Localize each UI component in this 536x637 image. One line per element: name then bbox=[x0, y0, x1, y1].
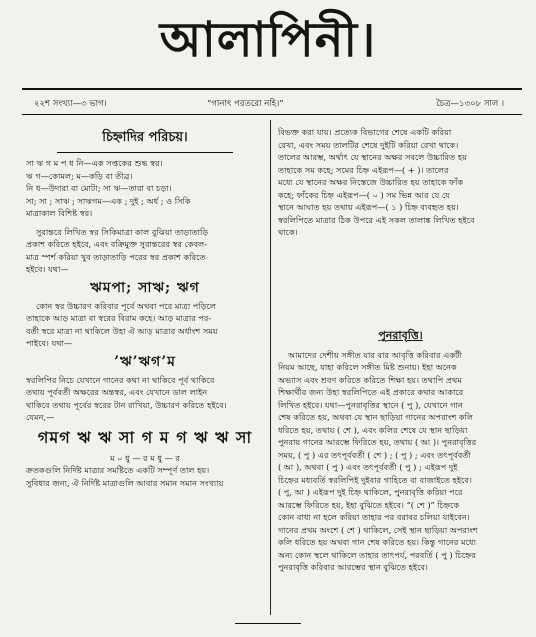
text-line: হইবে। যথা— bbox=[26, 264, 69, 274]
masthead-title: আলাপিনী। bbox=[159, 12, 377, 68]
text-line: সুবিধার জন্য, ঐ নির্দিষ্ট মাত্রাগুলি আবার সমান সমান সংখ্যায় bbox=[26, 477, 224, 488]
issue-info-row bbox=[22, 97, 522, 111]
text-line: স্বরলিপিতে মাত্রার ঠিক উপরে এই সকল তালাঙ্ক লিখিত হইবে bbox=[278, 214, 475, 225]
text-line: মাত্র স্পর্শ করিয়া খুব তাড়াতাড়ি পরের স্বর প্রকাশ করিতে bbox=[26, 251, 206, 262]
paragraph-quarter-beat bbox=[26, 226, 264, 276]
paragraph-repetition bbox=[278, 349, 523, 574]
text-line: চিহ্নের মধ্যবর্তি স্বরলিপিই দুইবার গাহিতে বা বাজাইতে হইবে। bbox=[278, 474, 472, 485]
notation-example-1: ঋমপা; সাঋ; ঋগ bbox=[90, 279, 200, 296]
section-heading-symbols: চিহ্নাদির পরিচয়। bbox=[57, 126, 233, 153]
text-line: সা; সা ; সাঋ ; সাঋগম—এক ; দুই ; অর্ধ ; ও সিকি bbox=[26, 195, 191, 206]
text-line: মাত্রাকাল বিশিষ্ট স্বর। bbox=[26, 208, 93, 218]
text-line: আমাদের দেশীয় সঙ্গীত যার বার আবৃত্তি করিবার একটী bbox=[288, 349, 462, 360]
text-line: ( আ ), অথবা ( পু ) এবং তৎপূর্ববর্তী ( পু ) ; এইরূপ দুই bbox=[278, 462, 458, 472]
text-line: কলি ধরিতে হয় অথবা গান শেষ করিতে হয়। কিন্তু গানের মধ্যে bbox=[278, 537, 476, 547]
text-line: তাহাকে সম কহে; সমের চিহ্ন এইরূপ—( + )। তালের bbox=[278, 164, 449, 175]
text-line: যেমন,— bbox=[26, 412, 55, 422]
text-line: আরম্ভে ফিরিতে হয়, ইহা বুঝিতে হইবে। “( শে )” চিহ্নকে bbox=[278, 499, 460, 510]
text-line: গানের প্রথম অংশে ( শে ) থাকিলে, সেই স্থান ছাড়িয়া অপরাংশ bbox=[278, 524, 478, 535]
text-line: শিক্ষার্থীর জন্য উহা স্বরলিপিতে এই প্রকারে কথার আকারে bbox=[278, 387, 464, 397]
text-line: তালের আরম্ভ, অর্থাৎ যে স্থানের অক্ষর সবলে উচ্চারিত হয় bbox=[278, 152, 468, 162]
text-line: প্রকাশ করিতে হইবে, এবং বক্রিমুক্ত সুরান্তরের স্বর কেবল- bbox=[26, 239, 208, 249]
paragraph-rest-beat bbox=[26, 300, 264, 350]
text-line: লিখিত হইবে। যথা—পুনরাবৃত্তির স্থানে ( পু ), যেখানে গান bbox=[278, 399, 463, 410]
text-line: ( পু, আ ) এইরূপ দুই চিহ্ন থাকিলে, পুনরাবৃত্তি করিয়া পরে bbox=[278, 487, 463, 497]
text-line: পাইবে। যথা— bbox=[26, 338, 73, 348]
text-line: অন্য কোন স্থলে থাকিলে তাহার তাৎপর্য, পরবর্তি ( পু ) চিহ্নের bbox=[278, 549, 476, 560]
text-line: স্থানে আঘাত হয় তথায় এইরূপ—( ১ ) চিহ্ন ব্যবহৃত হয়। bbox=[278, 202, 459, 212]
symbols-definitions bbox=[26, 157, 264, 220]
paragraph-tala-marks bbox=[278, 126, 523, 239]
text-line: কোন স্বর উচ্চারণ করিবার পূর্বে অথবা পরে মাত্রা পড়িলে bbox=[36, 300, 216, 311]
text-line: বর্তী স্বরে মাত্রা না থাকিলে উহা ঐ আড় মাত্রার অর্ধাংশ সময় bbox=[26, 325, 218, 336]
text-line: স্বরলিপির নিচে যেখানে গানের কথা না থাকিবে পূর্ব থাকিবে bbox=[26, 374, 215, 385]
footer-rule bbox=[235, 623, 301, 624]
masthead-rule-bottom bbox=[22, 114, 522, 115]
notation-example-2: ’ঋ’ঋগ’ম bbox=[114, 353, 176, 370]
left-column bbox=[26, 126, 264, 489]
text-line: মধ্যে যে স্থানের অক্ষর নিস্তেজে উচ্চারিত হয় তাহাকে ফাঁক bbox=[278, 177, 464, 187]
text-line: ঋ গ—কোমল; ম—কড়ি বা তীব্র। bbox=[26, 170, 133, 181]
text-line: থাকে। bbox=[278, 227, 298, 237]
issue-date: চৈত্র—১৩০৮ সাল । bbox=[436, 99, 504, 109]
paragraph-tala bbox=[26, 464, 264, 489]
text-line: নি ধ—উদারা বা মোটা; সা ঋ—তারা বা চড়া। bbox=[26, 183, 172, 193]
text-line: রেখা, এবং সময় তালটির শেষে দুইটি করিয়া রেখা থাকে। bbox=[278, 139, 459, 150]
text-line: ক্রতকগুলি নির্দিষ্ট মাত্রার সমষ্টিতে একটি সম্পূর্ণ তাল হয়। bbox=[26, 465, 210, 475]
text-line: কহে; ফাঁকের চিহ্ন এইরূপ—( ০ ) সম ভিন্ন আর যে যে bbox=[278, 189, 450, 200]
text-line: তথায় পূর্ববর্তী অক্ষরের অন্তস্বর, এবং যেখানে ডাল লাইন bbox=[26, 387, 208, 397]
text-line: তাহাকে আড় মাত্রা বা স্বরের বিরাম কহে। আড় মাত্রার পর- bbox=[26, 313, 212, 323]
text-line: ধরিতে হয়, তথায় ( শে ), এবং কলির শেষে যে স্থান ছাড়িয়া bbox=[278, 424, 468, 435]
text-line: সময়, ( পু ) এর তৎপূর্ববর্তী ( শে ) ; ( পু ) ; এবং তৎপূর্ববর্তী bbox=[278, 449, 471, 460]
text-line: পুনরায় গানের আরম্ভে ফিরিতে হয়, তথায় ( আ )। পুনরাবৃত্তির bbox=[278, 437, 477, 447]
right-column bbox=[278, 126, 523, 574]
notation-example-3-lyrics: ম ০ ধু — র ম ধু — র bbox=[110, 452, 180, 463]
text-line: থাকিবে তথায় পূর্বের স্বরের টান রাখিয়া, উচ্চারণ করিতে হইবে। bbox=[26, 399, 227, 410]
text-line: কোন বাধা না হলে করিয়া তাহার পর বরাবর চলিয়া যাইবেন। bbox=[278, 512, 470, 522]
text-line: পুনরাবৃত্তি করিবার আরম্ভের স্থান বুঝিতে হইবে। bbox=[278, 562, 428, 572]
masthead-rule-top bbox=[22, 88, 522, 90]
text-line: শেষ করিতে হয়, অথবা যে স্থান ছাড়িয়া গানের অপরাংশ কলি bbox=[278, 412, 474, 422]
text-line: বিভক্ত করা যায়। প্রত্যেক বিভাগের শেষে একটি করিয়া bbox=[278, 127, 452, 137]
issue-number: ২২শ সংখ্যা—৩ ভাগ। bbox=[34, 99, 107, 109]
paragraph-lyrics-rule bbox=[26, 374, 264, 424]
section-heading-repetition: পুনরাবৃত্তি। bbox=[378, 328, 423, 342]
text-line: সুরান্তরে লিখিত স্বর সিকিমাত্রা কাল বুঝিয়া তাড়াতাড়ি bbox=[36, 226, 209, 237]
text-line: সা ঋ গ ম প ধ নি—এক সপ্তকের শুদ্ধ স্বর। bbox=[26, 158, 163, 168]
column-divider bbox=[270, 120, 271, 615]
text-line: অভ্যাস এবং শ্রবণ করিতে করিতে শিক্ষা হয়। তথাপি প্রথম bbox=[278, 374, 462, 385]
notation-example-3: গমগ ঋ ঋ সা গ ম গ ঋ ঋ সা bbox=[37, 427, 253, 447]
text-line: নিয়ম আছে, যাহা করিলে সঙ্গীত মিষ্ট শুনায়। ইহা অনেক bbox=[278, 362, 457, 372]
issue-motto: “গানাৎ পরতরো নহি।” bbox=[207, 99, 284, 109]
